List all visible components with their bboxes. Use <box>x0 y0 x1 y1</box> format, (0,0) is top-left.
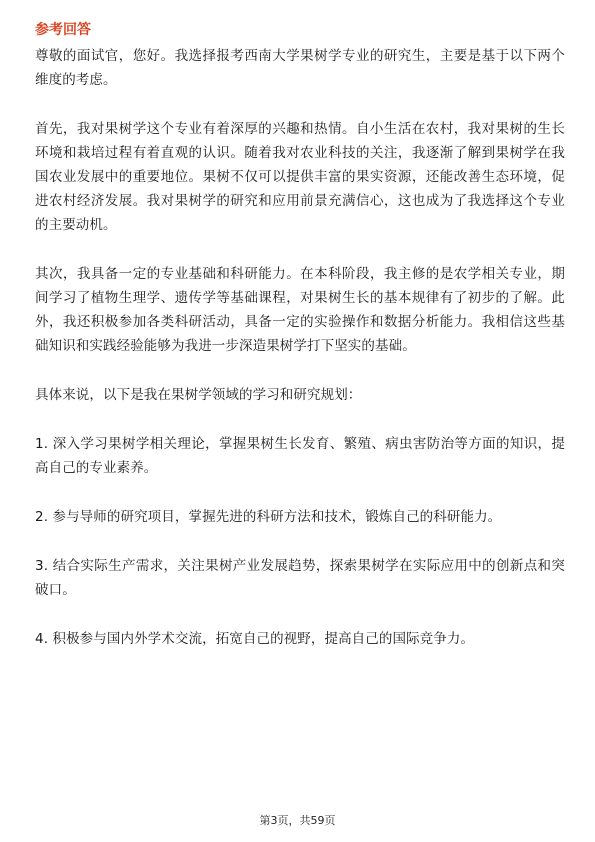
paragraph-second-reason: 其次，我具备一定的专业基础和科研能力。在本科阶段，我主修的是农学相关专业，期间学习了植物生理学、遗传学等基础课程，对果树生长的基本规律有了初步的了解。此外，我还积极参加各类科研活动，具备一定的实验操作和数据分析能力。我相信这些基础知识和实践经验能够为我进一步深造果树学打下坚实的基础。 <box>35 266 565 354</box>
answer-body <box>35 44 565 676</box>
plan-item-2: 2. 参与导师的研究项目，掌握先进的科研方法和技术，锻炼自己的科研能力。 <box>35 509 502 525</box>
paragraph-first-reason: 首先，我对果树学这个专业有着深厚的兴趣和热情。自小生活在农村，我对果树的生长环境和栽培过程有着直观的认识。随着我对农业科技的关注，我逐渐了解到果树学在我国农业发展中的重要地位。果树不仅可以提供丰富的果实资源，还能改善生态环境，促进农村经济发展。我对果树学的研究和应用前景充满信心，这也成为了我选择这个专业的主要动机。 <box>35 121 565 233</box>
paragraph-plan-intro: 具体来说，以下是我在果树学领域的学习和研究规划： <box>35 387 362 403</box>
page-number: 第3页，共59页 <box>259 814 336 827</box>
plan-item-1: 1. 深入学习果树学相关理论，掌握果树生长发育、繁殖、病虫害防治等方面的知识，提高自己的专业素养。 <box>35 436 565 476</box>
plan-item-4: 4. 积极参与国内外学术交流，拓宽自己的视野，提高自己的国际竞争力。 <box>35 631 475 647</box>
section-heading: 参考回答 <box>35 22 91 38</box>
paragraph-intro: 尊敬的面试官，您好。我选择报考西南大学果树学专业的研究生，主要是基于以下两个维度的考虑。 <box>35 48 565 88</box>
plan-item-3: 3. 结合实际生产需求，关注果树产业发展趋势，探索果树学在实际应用中的创新点和突破口。 <box>35 558 565 598</box>
